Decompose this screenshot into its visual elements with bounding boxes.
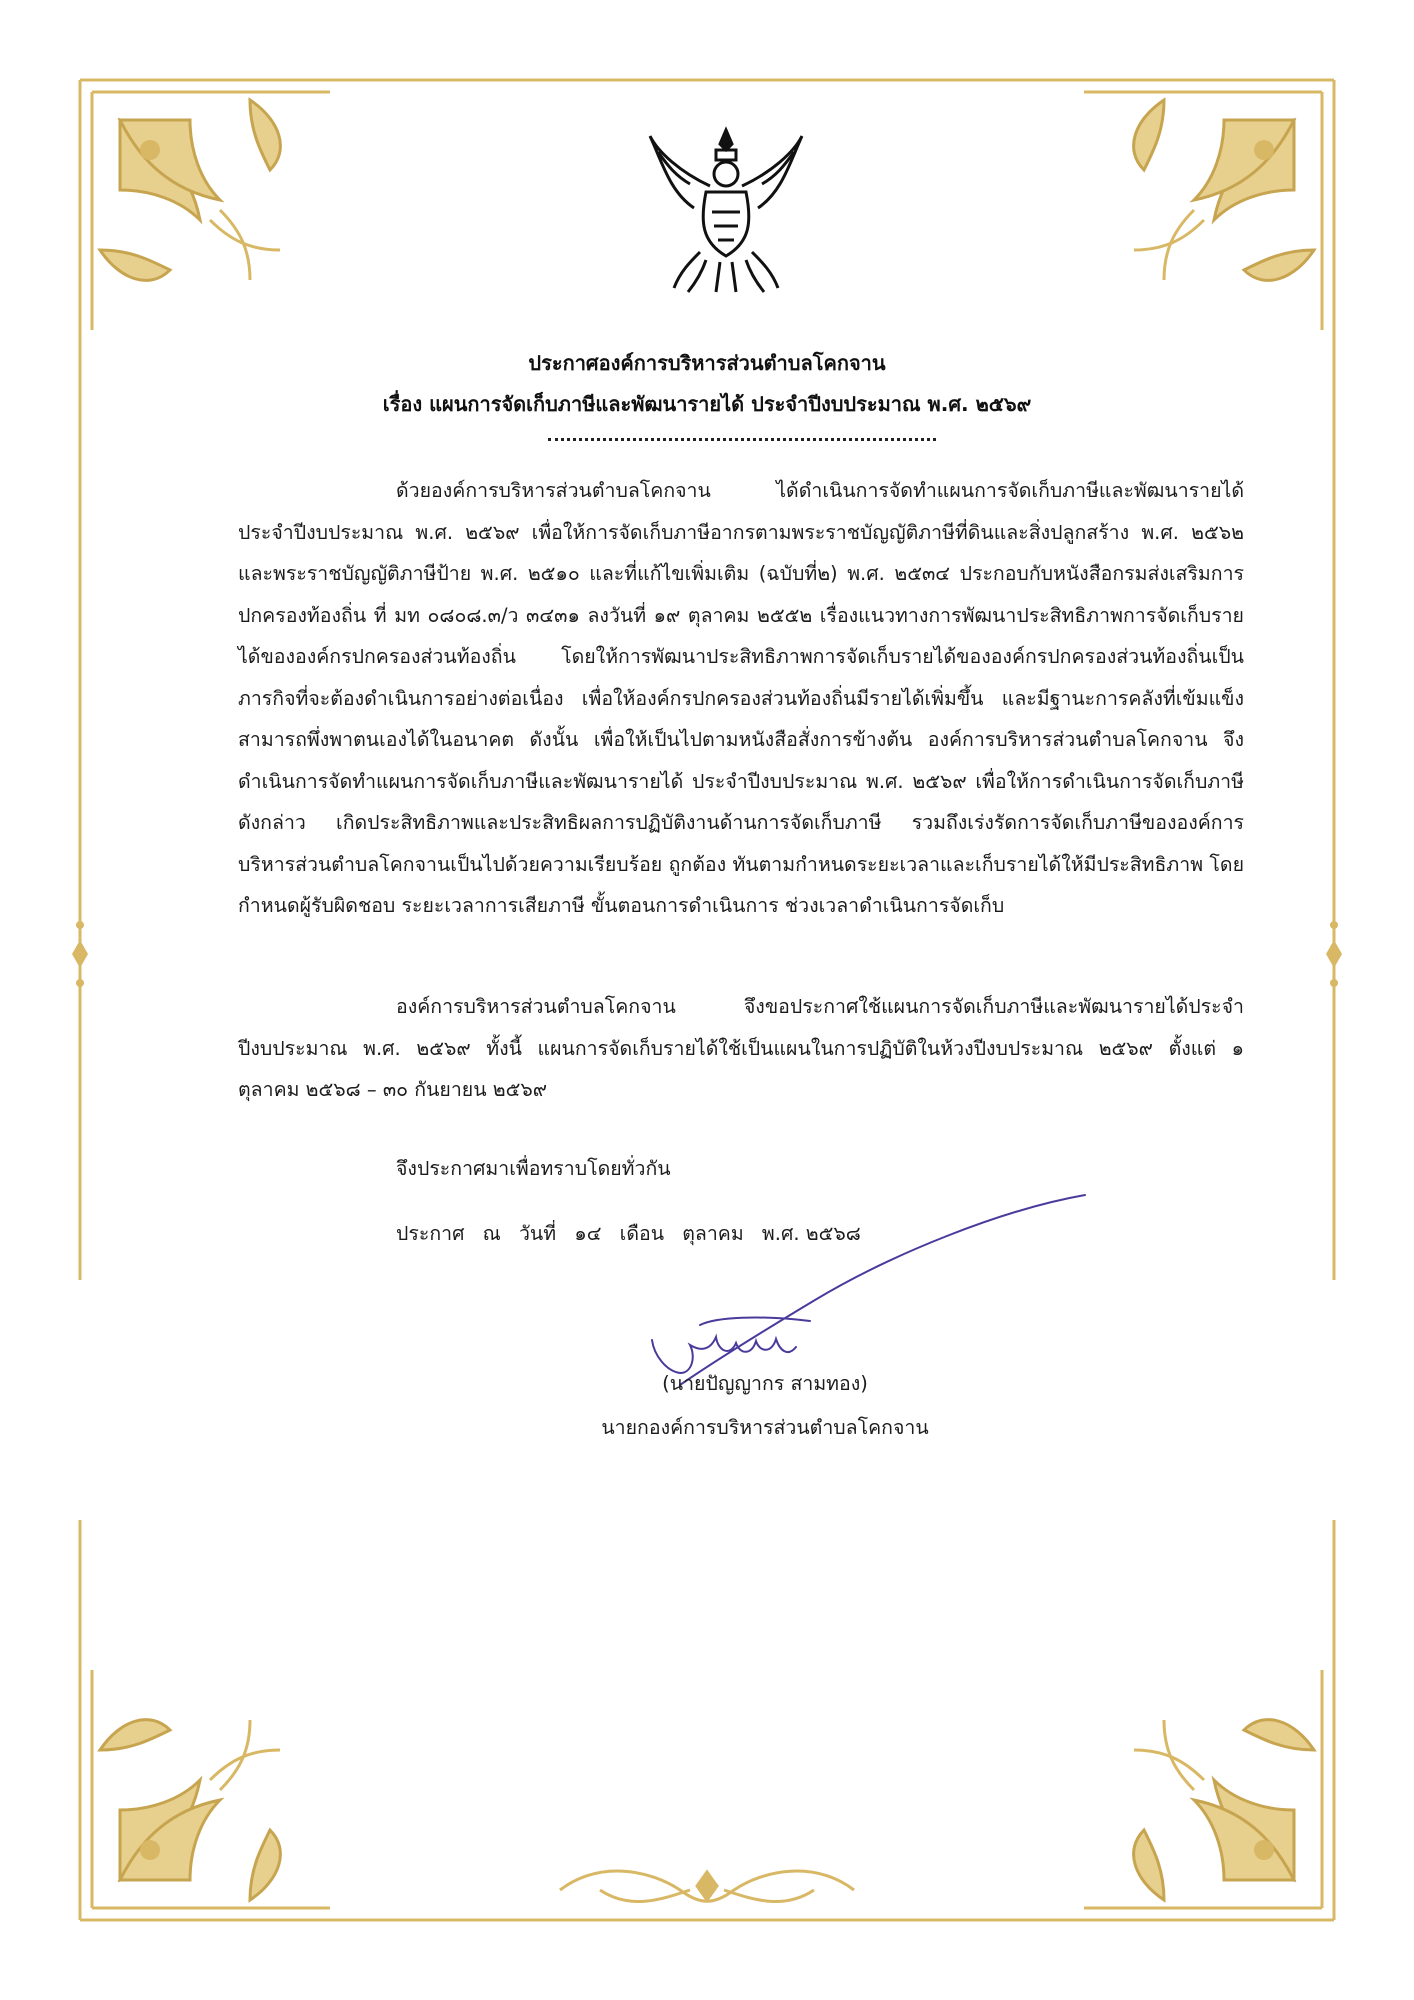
date-day: ๑๔ — [574, 1222, 602, 1245]
date-at: ณ — [482, 1222, 501, 1245]
date-prefix: ประกาศ — [396, 1222, 465, 1245]
date-label: วันที่ — [518, 1222, 557, 1245]
paragraph-text: องค์การบริหารส่วนตำบลโคกจาน จึงขอประกาศใช้แผนการจัดเก็บภาษีและพัฒนารายได้ประจำปีงบประมาณ พ.ศ. ๒๕๖๙ ทั้งนี้ แผนการจัดเก็บรายได้ใช้เป็นแผนในการปฏิบัติในห้วงปีงบประมาณ ๒๕๖๙ ตั้งแต่ ๑ ตุลาคม ๒๕๖๘ – ๓๐ กันยายน ๒๕๖๙ — [238, 995, 1244, 1101]
ornamental-corner-icon — [1034, 1620, 1334, 1920]
signer-position: นายกองค์การบริหารส่วนตำบลโคกจาน — [601, 1416, 929, 1439]
closing-statement: จึงประกาศมาเพื่อทราบโดยทั่วกัน — [396, 1157, 671, 1180]
date-month-label: เดือน — [619, 1222, 665, 1245]
page-title: ประกาศองค์การบริหารส่วนตำบลโคกจาน — [528, 351, 886, 375]
ornamental-corner-icon — [80, 80, 380, 380]
body-paragraph-2 — [238, 986, 1244, 1111]
body-paragraph-1 — [238, 470, 1244, 927]
ornamental-corner-icon — [1034, 80, 1334, 380]
paragraph-text: ด้วยองค์การบริหารส่วนตำบลโคกจาน ได้ดำเนินการจัดทำแผนการจัดเก็บภาษีและพัฒนารายได้ ประจำปีงบประมาณ พ.ศ. ๒๕๖๙ เพื่อให้การจัดเก็บภาษีอากรตามพระราชบัญญัติภาษีที่ดินและสิ่งปลูกสร้าง พ.ศ. ๒๕๖๒ และพระราชบัญญัติภาษีป้าย พ.ศ. ๒๕๑๐ และที่แก้ไขเพิ่มเติม (ฉบับที่๒) พ.ศ. ๒๕๓๔ ประกอบกับหนังสือกรมส่งเสริมการปกครองท้องถิ่น ที่ มท ๐๘๐๘.๓/ว ๓๔๓๑ ลงวันที่ ๑๙ ตุลาคม ๒๕๕๒ เรื่องแนวทางการพัฒนาประสิทธิภาพการจัดเก็บรายได้ขององค์กรปกครองส่วนท้องถิ่น โดยให้การพัฒนาประสิทธิภาพการจัดเก็บรายได้ขององค์กรปกครองส่วนท้องถิ่นเป็นภารกิจที่จะต้องดำเนินการอย่างต่อเนื่อง เพื่อให้องค์กรปกครองส่วนท้องถิ่นมีรายได้เพิ่มขึ้น และมีฐานะการคลังที่เข้มแข็งสามารถพึ่งพาตนเองได้ในอนาคต ดังนั้น เพื่อให้เป็นไปตามหนังสือสั่งการข้างต้น องค์การบริหารส่วนตำบลโคกจาน จึงดำเนินการจัดทำแผนการจัดเก็บภาษีและพัฒนารายได้ ประจำปีงบประมาณ พ.ศ. ๒๕๖๙ เพื่อให้การดำเนินการจัดเก็บภาษีดังกล่าว เกิดประสิทธิภาพและประสิทธิผลการปฏิบัติงานด้านการจัดเก็บภาษี รวมถึงเร่งรัดการจัดเก็บภาษีขององค์การบริหารส่วนตำบลโคกจานเป็นไปด้วยความเรียบร้อย ถูกต้อง ทันตามกำหนดระยะเวลาและเก็บรายได้ให้มีประสิทธิภาพ โดยกำหนดผู้รับผิดชอบ ระยะเวลาการเสียภาษี ขั้นตอนการดำเนินการ ช่วงเวลาดำเนินการจัดเก็บ — [238, 479, 1244, 917]
date-month: ตุลาคม — [682, 1222, 744, 1245]
bottom-flourish-icon — [560, 1871, 854, 1901]
signer-name: (นายปัญญากร สามทอง) — [662, 1372, 868, 1395]
document-subject: เรื่อง แผนการจัดเก็บภาษีและพัฒนารายได้ ประจำปีงบประมาณ พ.ศ. ๒๕๖๙ — [382, 392, 1032, 416]
date-year: พ.ศ. ๒๕๖๘ — [761, 1222, 861, 1245]
handwritten-signature — [640, 1175, 1090, 1390]
title-separator — [548, 438, 936, 441]
ornamental-corner-icon — [80, 1620, 380, 1920]
garuda-emblem-icon — [640, 122, 812, 298]
